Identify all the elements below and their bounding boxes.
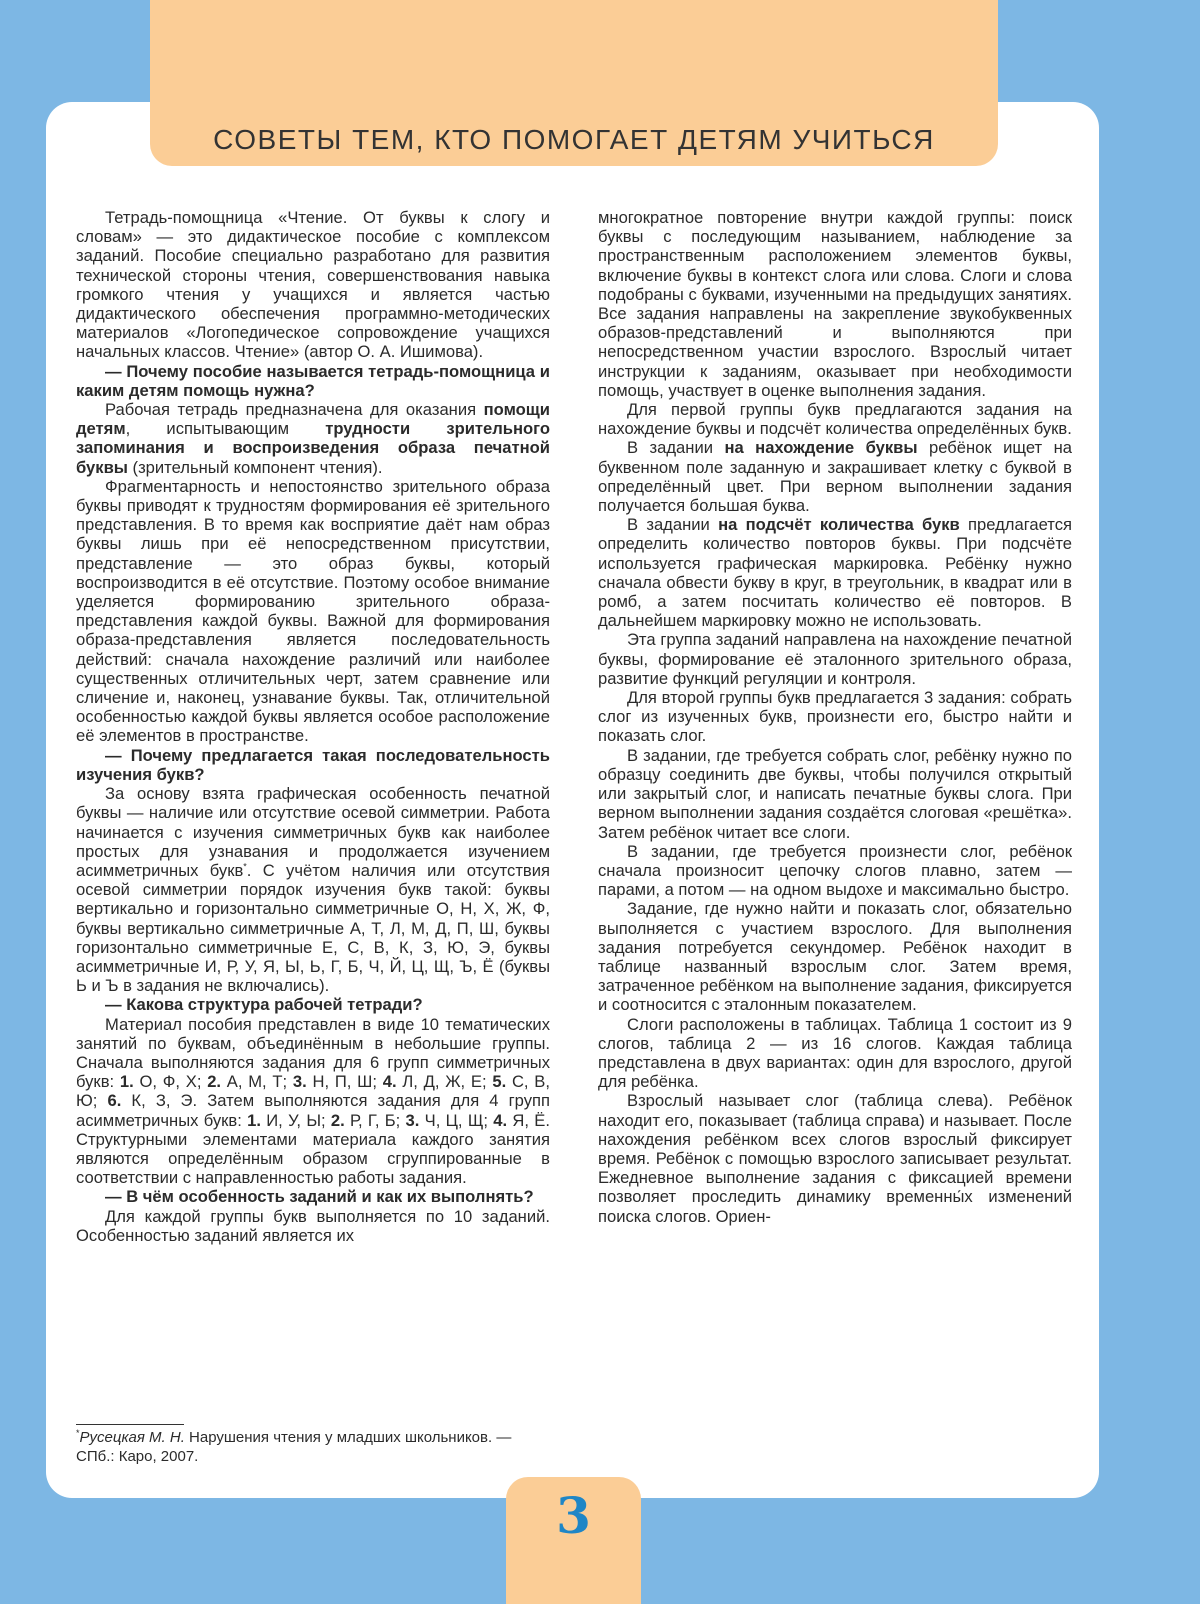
page-number: 3 xyxy=(556,1486,591,1545)
paragraph-assemble-syllable: В задании, где требуется собрать слог, ребёнку нужно по образцу соединить две буквы, чтобы получился открытый или закрытый слог, и написать печатные буквы слога. При верном выполнении задания создаётся слоговая «решётка». Затем ребёнок читает все слоги. xyxy=(598,745,1072,842)
question-4: — В чём особенность заданий и как их выполнять? xyxy=(105,1187,534,1207)
paragraph-structure: Материал пособия представлен в виде 10 тематических занятий по буквам, объединённым в небольшие группы. Сначала выполняются задания для 6 групп симметричных букв: 1. О, Ф, Х; 2. А, М, Т; 3. Н, П, Ш; 4. Л, Д, Ж, Е; 5. С, В, Ю; 6. К, З, Э. Затем выполняются задания для 4 групп асимметричных букв: 1. И, У, Ы; 2. Р, Г, Б; 3. Ч, Ц, Щ; 4. Я, Ё. Структурными элементами материала каждого занятия являются определённым образом сгруппированные в соответствии с направленностью работы задания. xyxy=(76,1014,550,1188)
paragraph-tasks: Для каждой группы букв выполняется по 10 заданий. Особенностью заданий является их xyxy=(76,1206,550,1245)
question-2: — Почему предлагается такая последовательность изучения букв? xyxy=(76,745,550,784)
paragraph-symmetry: За основу взята графическая особенность печатной буквы — наличие или отсутствие осевой симметрии. Работа начинается с изучения симметричных букв как наиболее простых для узнавания и продолжается изучением асимметричных букв*. С учётом наличия или отсутствия осевой симметрии порядок изучения букв такой: буквы вертикально и горизонтально симметричные О, Н, Х, Ж, Ф, буквы вертикально симметричные А, Т, Л, М, Д, П, Ш, буквы горизонтально симметричные Е, С, В, К, З, Ю, Э, буквы асимметричные И, Р, У, Я, Ы, Ь, Г, Б, Ч, Й, Ц, Щ, Ъ, Ё (буквы Ь и Ъ в задания не включались). xyxy=(76,784,550,996)
footnote-author: Русецкая М. Н. xyxy=(79,1429,185,1446)
paragraph-group-purpose: Эта группа заданий направлена на нахождение печатной буквы, формирование её эталонного зрительного образа, развитие функций регуляции и контроля. xyxy=(598,630,1072,688)
paragraph-pronounce-syllable: В задании, где требуется произнести слог, ребёнок сначала произносит цепочку слогов плавно, затем — парами, а потом — на одном выдохе и максимально быстро. xyxy=(598,841,1072,900)
paragraph-find-letter: В задании на нахождение буквы ребёнок ищет на буквенном поле заданную и закрашивает клетку с буквой в определённый цвет. При верном выполнении задания получается большая буква. xyxy=(598,438,1072,516)
left-column xyxy=(76,208,550,1245)
footnote: *Русецкая М. Н. Нарушения чтения у младших школьников. — СПб.: Каро, 2007. xyxy=(76,1428,512,1465)
right-column xyxy=(598,208,1072,1226)
paragraph-intro: Тетрадь-помощница «Чтение. От буквы к слогу и словам» — это дидактическое пособие с комплексом заданий. Пособие специально разработано для развития технической стороны чтения, совершенствования навыка громкого чтения у учащихся и является частью дидактического обеспечения программно-методических материалов «Логопедическое сопровождение учащихся начальных классов. Чтение» (автор О. А. Ишимова). xyxy=(76,208,550,362)
paragraph-fragmentation: Фрагментарность и непостоянство зрительного образа буквы приводят к трудностям формирования её зрительного представления. В то время как восприятие даёт нам образ буквы лишь при её непосредственном присутствии, представление — это образ буквы, который воспроизводится в её отсутствие. Поэтому особое внимание уделяется формированию зрительного образа-представления каждой буквы. Важной для формирования образа-представления является последовательность действий: сначала нахождение различий или наиболее существенных отличительных черт, затем сравнение или сличение и, наконец, узнавание буквы. Так, отличительной особенностью каждой буквы является особое расположение её элементов в пространстве. xyxy=(76,476,550,746)
question-3: — Какова структура рабочей тетради? xyxy=(105,995,423,1015)
paragraph-group-one: Для первой группы букв предлагаются задания на нахождение буквы и подсчёт количества определённых букв. xyxy=(598,400,1072,439)
footnote-divider xyxy=(76,1424,184,1425)
question-1: — Почему пособие называется тетрадь-помощница и каким детям помощь нужна? xyxy=(76,361,550,400)
footnote-text: Нарушения чтения у младших школьников. — СПб.: Каро, 2007. xyxy=(76,1429,512,1465)
paragraph-help: Рабочая тетрадь предназначена для оказания помощи детям, испытывающим трудности зрительного запоминания и воспроизведения образа печатной буквы (зрительный компонент чтения). xyxy=(76,400,550,477)
paragraph-adult-names: Взрослый называет слог (таблица слева). Ребёнок находит его, показывает (таблица справа) и называет. После нахождения ребёнком всех слогов взрослый фиксирует время. Ребёнок с помощью взрослого записывает результат. Ежедневное выполнение задания с фиксацией времени позволяет проследить динамику временны́х изменений поиска слогов. Ориен- xyxy=(598,1091,1072,1226)
paragraph-count-letters: В задании на подсчёт количества букв предлагается определить количество повторов буквы. При подсчёте используется графическая маркировка. Ребёнку нужно сначала обвести букву в круг, в треугольник, в квадрат или в ромб, а затем посчитать количество её повторов. В дальнейшем маркировку можно не использовать. xyxy=(598,515,1072,631)
paragraph-group-two: Для второй группы букв предлагается 3 задания: собрать слог из изученных букв, произнести его, быстро найти и показать слог. xyxy=(598,688,1072,746)
page-title: СОВЕТЫ ТЕМ, КТО ПОМОГАЕТ ДЕТЯМ УЧИТЬСЯ xyxy=(213,124,935,155)
paragraph-find-syllable: Задание, где нужно найти и показать слог, обязательно выполняется с участием взрослого. Для выполнения задания потребуется секундомер. Ребёнок находит в таблице названный взрослым слог. Затем время, затраченное ребёнком на выполнение задания, фиксируется и соотносится с эталонным показателем. xyxy=(598,899,1072,1015)
paragraph-tables: Слоги расположены в таблицах. Таблица 1 состоит из 9 слогов, таблица 2 — из 16 слогов. Каждая таблица представлена в двух вариантах: один для взрослого, другой для ребёнка. xyxy=(598,1014,1072,1092)
footnote-mark: * xyxy=(243,861,247,872)
paragraph-repetition: многократное повторение внутри каждой группы: поиск буквы с последующим называнием, наблюдение за пространственным расположением элементов буквы, включение буквы в контекст слога или слова. Слоги и слова подобраны с буквами, изученными на предыдущих занятиях. Все задания направлены на закрепление звукобуквенных образов-представлений и выполняются при непосредственном участии взрослого. Взрослый читает инструкции к заданиям, оказывает при необходимости помощь, участвует в оценке выполнения задания. xyxy=(598,208,1072,400)
